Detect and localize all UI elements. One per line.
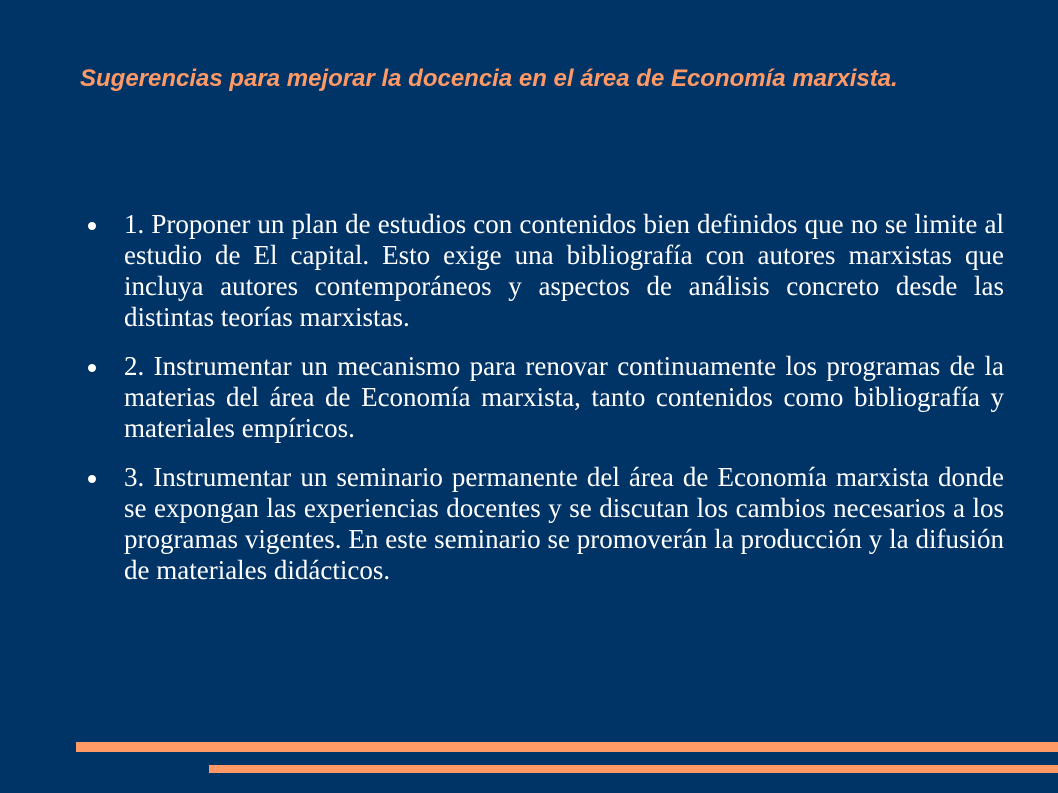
- bullet-text: 3. Instrumentar un seminario permanente del área de Economía marxista donde se expongan las experiencias docentes y se discutan los cambios necesarios a los programas vigentes. En este seminario se promoverán la producción y la difusión de materiales didácticos.: [124, 462, 1004, 585]
- bullet-text: 2. Instrumentar un mecanismo para renovar continuamente los programas de la materias del área de Economía marxista, tanto contenidos como bibliografía y materiales empíricos.: [124, 351, 1004, 443]
- slide-title: Sugerencias para mejorar la docencia en el área de Economía marxista.: [80, 65, 898, 92]
- bullet-item: [124, 351, 1004, 444]
- bullet-dot-icon: [88, 475, 96, 483]
- bullet-list: [124, 209, 1004, 604]
- bullet-text: 1. Proponer un plan de estudios con contenidos bien definidos que no se limite al estudio de El capital. Esto exige una bibliografía con autores marxistas que incluya autores contemporáneos y aspectos de análisis concreto desde las distintas teorías marxistas.: [124, 209, 1004, 332]
- decorative-bar-top: [76, 742, 1058, 752]
- bullet-item: [124, 209, 1004, 333]
- decorative-bar-bottom: [209, 765, 1058, 773]
- bullet-dot-icon: [88, 364, 96, 372]
- bullet-dot-icon: [88, 222, 96, 230]
- bullet-item: [124, 462, 1004, 586]
